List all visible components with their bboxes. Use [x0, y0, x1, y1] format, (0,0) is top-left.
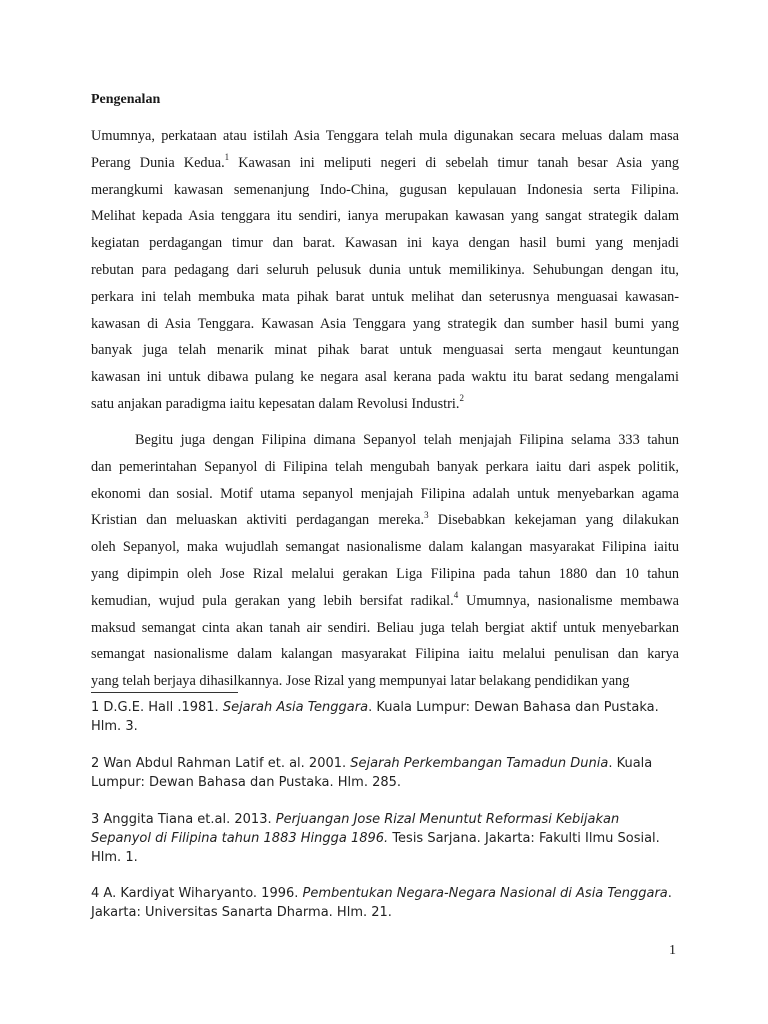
footnote-separator	[91, 692, 238, 693]
footnote-suffix: . Kuala Lumpur: Dewan Bahasa dan Pustaka. Hlm. 285.	[91, 756, 653, 790]
text-segment: Umumnya, nasionalisme membawa	[458, 592, 679, 609]
text-line: perkara ini telah membuka mata pihak barat untuk melihat dan seterusnya menguasai kawasan-	[91, 288, 679, 305]
text-line: kegiatan perdagangan timur dan barat. Kawasan ini kaya dengan hasil bumi yang menjadi	[91, 235, 679, 252]
footnote-prefix: 3 Anggita Tiana et.al. 2013.	[91, 812, 276, 827]
text-line	[91, 507, 679, 534]
footnote-suffix: Tesis Sarjana. Jakarta: Fakulti Ilmu Sosial. Hlm. 1.	[91, 831, 660, 865]
footnote-prefix: 4 A. Kardiyat Wiharyanto. 1996.	[91, 886, 303, 901]
text-line	[91, 391, 679, 418]
footnote-2	[91, 754, 681, 792]
text-line: maksud semangat cinta akan tanah air sendiri. Beliau juga telah bergiat aktif untuk menyebarkan	[91, 619, 679, 636]
text-line: Begitu juga dengan Filipina dimana Sepanyol telah menjajah Filipina selama 333 tahun	[135, 432, 679, 448]
footnote-reference[interactable]: 2	[459, 393, 464, 404]
text-line: banyak juga telah menarik minat pihak barat untuk menguasai serta mengaut keuntungan	[91, 342, 679, 359]
text-line: Melihat kepada Asia tenggara itu sendiri, ianya merupakan kawasan yang sangat strategik dalam	[91, 208, 679, 225]
footnote-reference[interactable]: 1	[224, 152, 230, 163]
footnote-title: Perjuangan Jose Rizal Menuntut Reformasi Kebijakan Sepanyol di Filipina tahun 1883 Hingga 1896.	[91, 812, 620, 846]
section-heading: Pengenalan	[91, 92, 161, 107]
footnote-reference[interactable]: 3	[424, 509, 429, 520]
footnote-4	[91, 884, 681, 922]
text-line: rebutan para pedagang dari seluruh pelusuk dunia untuk memilikinya. Sehubungan dengan itu,	[91, 261, 679, 278]
footnote-1	[91, 698, 681, 736]
text-segment: Kristian dan meluaskan aktiviti perdagangan mereka.	[91, 512, 425, 529]
text-line: Umumnya, perkataan atau istilah Asia Tenggara telah mula digunakan secara meluas dalam masa	[91, 128, 679, 144]
text-segment: Disebabkan kekejaman yang dilakukan	[428, 512, 679, 529]
text-line: yang telah berjaya dihasilkannya. Jose Rizal yang mempunyai latar belakang pendidikan yang	[91, 673, 630, 690]
text-line: dan pemerintahan Sepanyol di Filipina telah mengubah banyak perkara iaitu dari aspek politik,	[91, 458, 679, 475]
text-line: kawasan di Asia Tenggara. Kawasan Asia Tenggara yang strategik dan sumber hasil bumi yang	[91, 315, 679, 332]
footnote-title: Sejarah Perkembangan Tamadun Dunia	[350, 756, 609, 771]
text-segment: satu anjakan paradigma iaitu kepesatan dalam Revolusi Industri.	[91, 395, 460, 412]
text-line: merangkumi kawasan semenanjung Indo-China, gugusan kepulauan Indonesia serta Filipina.	[91, 181, 679, 198]
text-line	[91, 150, 679, 177]
text-line: ekonomi dan sosial. Motif utama sepanyol menjajah Filipina adalah untuk menyebarkan agama	[91, 485, 679, 502]
footnote-suffix: . Jakarta: Universitas Sanarta Dharma. Hlm. 21.	[91, 886, 672, 920]
footnote-prefix: 1 D.G.E. Hall .1981.	[91, 700, 223, 715]
footnote-reference[interactable]: 4	[453, 590, 459, 601]
page-number: 1	[669, 943, 676, 958]
footnote-title: Pembentukan Negara-Negara Nasional di Asia Tenggara	[302, 886, 668, 901]
footnote-prefix: 2 Wan Abdul Rahman Latif et. al. 2001.	[91, 756, 351, 771]
paragraph-2	[91, 427, 679, 695]
text-segment: Kawasan ini meliputi negeri di sebelah timur tanah besar Asia yang	[229, 154, 679, 171]
text-line: yang dipimpin oleh Jose Rizal melalui gerakan Liga Filipina pada tahun 1880 dan 10 tahun	[91, 565, 679, 582]
text-line: oleh Sepanyol, maka wujudlah semangat nasionalisme dalam kalangan masyarakat Filipina iaitu	[91, 539, 679, 556]
text-line	[91, 588, 679, 615]
footnote-title: Sejarah Asia Tenggara	[222, 700, 369, 715]
text-segment: kemudian, wujud pula gerakan yang lebih bersifat radikal.	[91, 592, 454, 609]
text-segment: Perang Dunia Kedua.	[91, 154, 225, 171]
footnote-3	[91, 810, 681, 867]
text-line: kawasan ini untuk dibawa pulang ke negara asal kerana pada waktu itu barat sedang mengalami	[91, 369, 679, 386]
footnote-suffix: . Kuala Lumpur: Dewan Bahasa dan Pustaka. Hlm. 3.	[91, 700, 659, 734]
text-line: semangat nasionalisme dalam kalangan masyarakat Filipina iaitu melalui penulisan dan karya	[91, 646, 679, 663]
paragraph-1	[91, 123, 679, 418]
